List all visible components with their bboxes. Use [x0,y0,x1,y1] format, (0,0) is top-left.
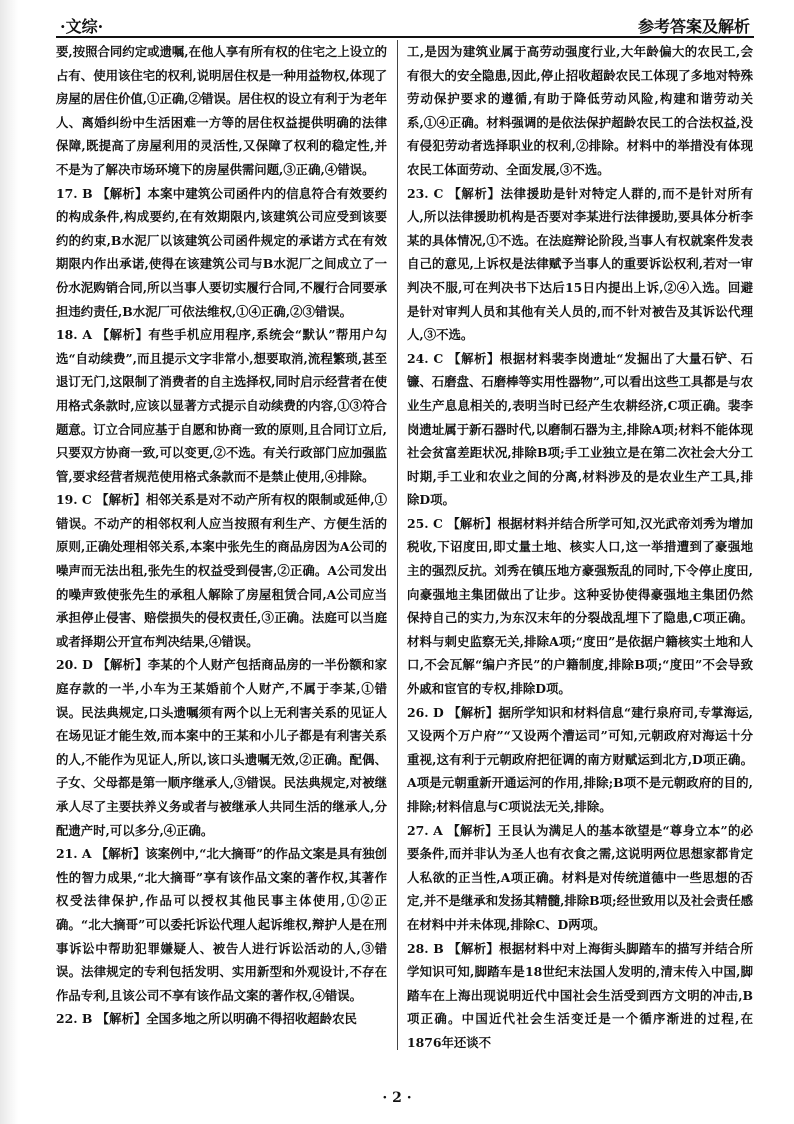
left-column [56,40,387,1031]
page-number: · 2 · [382,1090,412,1106]
answer-24: 24. C 【解析】根据材料裴李岗遗址“发掘出了大量石铲、石镰、石磨盘、石磨棒等实用性器物”,可以看出这些工具都是与农业生产息息相关的,表明当时已经产生农耕经济,C项正确。裴李岗遗址属于新石器时代,以磨制石器为主,排除A项;材料不能体现社会贫富差距状况,排除B项;手工业独立是在第二次社会大分工时期,手工业和农业之间的分离,材料涉及的是农业生产工具,排除D项。 [407,350,753,508]
page-header [56,8,754,38]
scan-shadow [0,0,18,1124]
answer-25: 25. C 【解析】根据材料并结合所学可知,汉光武帝刘秀为增加税收,下诏度田,即丈量土地、核实人口,这一举措遭到了豪强地主的强烈反抗。刘秀在镇压地方豪强叛乱的同时,下令停止度田,向豪强地主集团做出了让步。这种妥协使得豪强地主集团仍然保持自己的实力,为东汉末年的分裂战乱埋下了隐患,C项正确。材料与刺史监察无关,排除A项;“度田”是依据户籍核实土地和人口,不会瓦解“编户齐民”的户籍制度,排除B项;“度田”不会导致外戚和宦官的专权,排除D项。 [407,515,753,697]
column-divider [397,40,398,1050]
answer-paragraph: 要,按照合同约定或遗嘱,在他人享有所有权的住宅之上设立的占有、使用该住宅的权利,说明居住权是一种用益物权,体现了房屋的居住价值,①正确,②错误。居住权的设立有利于为老年人、离婚纠纷中生活困难一方等的居住权益提供明确的法律保障,既提高了房屋利用的灵活性,又保障了权利的稳定性,并不是为了解决市场环境下的房屋供需问题,③正确,④错误。 [56,44,387,177]
answer-28: 28. B 【解析】根据材料中对上海街头脚踏车的描写并结合所学知识可知,脚踏车是18世纪末法国人发明的,清末传入中国,脚踏车在上海出现说明近代中国社会生活受到西方文明的冲击,B项正确。中国近代社会生活变迁是一个循序渐进的过程,在1876年还谈不 [407,940,753,1050]
subject-label: ·文综· [60,17,104,36]
answer-21: 21. A 【解析】该案例中,“北大摘哥”的作品文案是具有独创性的智力成果,“北大摘哥”享有该作品文案的著作权,其著作权受法律保护,作品可以授权其他民事主体使用,①②正确。“北大摘哥”可以委托诉讼代理人起诉维权,辩护人是在刑事诉讼中帮助犯罪嫌疑人、被告人进行诉讼活动的人,③错误。法律规定的专利包括发明、实用新型和外观设计,不存在作品专利,且该公司不享有该作品文案的著作权,④错误。 [56,846,387,1003]
answer-22-cont: 工,是因为建筑业属于高劳动强度行业,大年龄偏大的农民工,会有很大的安全隐患,因此,停止招收超龄农民工体现了多地对特殊劳动保护要求的遵循,有助于降低劳动风险,构建和谐劳动关系,①④正确。材料强调的是依法保护超龄农民工的合法权益,没有侵犯劳动者选择职业的权利,②排除。材料中的举措没有体现农民工体面劳动、全面发展,③不选。 [407,44,753,177]
answer-19: 19. C 【解析】相邻关系是对不动产所有权的限制或延伸,①错误。不动产的相邻权利人应当按照有利生产、方便生活的原则,正确处理相邻关系,本案中张先生的商品房因为A公司的噪声而无法出租,张先生的权益受到侵害,②正确。A公司发出的噪声致使张先生的承租人解除了房屋租赁合同,A公司应当承担停止侵害、赔偿损失的侵权责任,③正确。法庭可以当庭或者择期公开宣布判决结果,④错误。 [56,492,387,649]
answer-22: 22. B 【解析】全国多地之所以明确不得招收超龄农民 [56,1011,357,1027]
answer-23: 23. C 【解析】法律援助是针对特定人群的,而不是针对所有人,所以法律援助机构是否要对李某进行法律援助,要具体分析李某的具体情况,①不选。在法庭辩论阶段,当事人有权就案件发表自己的意见,上诉权是法律赋予当事人的重要诉讼权利,若对一审判决不服,可在判决书下达后15日内提出上诉,②④入选。回避是针对审判人员和其他有关人员的,而不针对被告及其诉讼代理人,③不选。 [407,185,753,343]
answer-27: 27. A 【解析】王艮认为满足人的基本欲望是“尊身立本”的必要条件,而并非认为圣人也有衣食之需,这说明两位思想家都肯定人私欲的正当性,A项正确。材料是对传统道德中一些思想的否定,并不是继承和发扬其精髓,排除B项;经世致用以及社会责任感在材料中并未体现,排除C、D两项。 [407,822,753,932]
answer-17: 17. B 【解析】本案中建筑公司函件内的信息符合有效要约的构成条件,构成要约,在有效期限内,该建筑公司应受到该要约的约束,B水泥厂以该建筑公司函件规定的承诺方式在有效期限内作出承诺,使得在该建筑公司与B水泥厂之间成立了一份水泥购销合同,所以当事人要切实履行合同,不履行合同要承担违约责任,B水泥厂可依法维权,①④正确,②③错误。 [56,185,387,319]
right-column [407,40,753,1055]
answer-26: 26. D 【解析】据所学知识和材料信息“建行泉府司,专掌海运,又设两个万户府”“又设两个漕运司”可知,元朝政府对海运十分重视,这有利于元朝政府把征调的南方财赋运到北方,D项正确。A项是元朝重新开通运河的作用,排除;B项不是元朝政府的目的,排除;材料信息与C项说法无关,排除。 [407,704,753,814]
section-title: 参考答案及解析 [637,17,750,36]
answer-20: 20. D 【解析】李某的个人财产包括商品房的一半份额和家庭存款的一半,小车为王某婚前个人财产,不属于李某,①错误。民法典规定,口头遗嘱须有两个以上无利害关系的见证人在场见证才能生效,而本案中的王某和小儿子都是有利害关系的人,不能作为见证人,所以,该口头遗嘱无效,②正确。配偶、子女、父母都是第一顺序继承人,③错误。民法典规定,对被继承人尽了主要扶养义务或者与被继承人共同生活的继承人,分配遗产时,可以多分,④正确。 [56,657,387,838]
answer-18: 18. A 【解析】有些手机应用程序,系统会“默认”帮用户勾选“自动续费”,而且提示文字非常小,想要取消,流程繁琐,甚至退订无门,这限制了消费者的自主选择权,同时启示经营者在使用格式条款时,应该以显著方式提示自动续费的内容,①③符合题意。订立合同应基于自愿和协商一致的原则,且合同订立后,只要双方协商一致,可以变更,②不选。有关行政部门应加强监管,要求经营者规范使用格式条款而不是禁止使用,④排除。 [56,327,387,484]
